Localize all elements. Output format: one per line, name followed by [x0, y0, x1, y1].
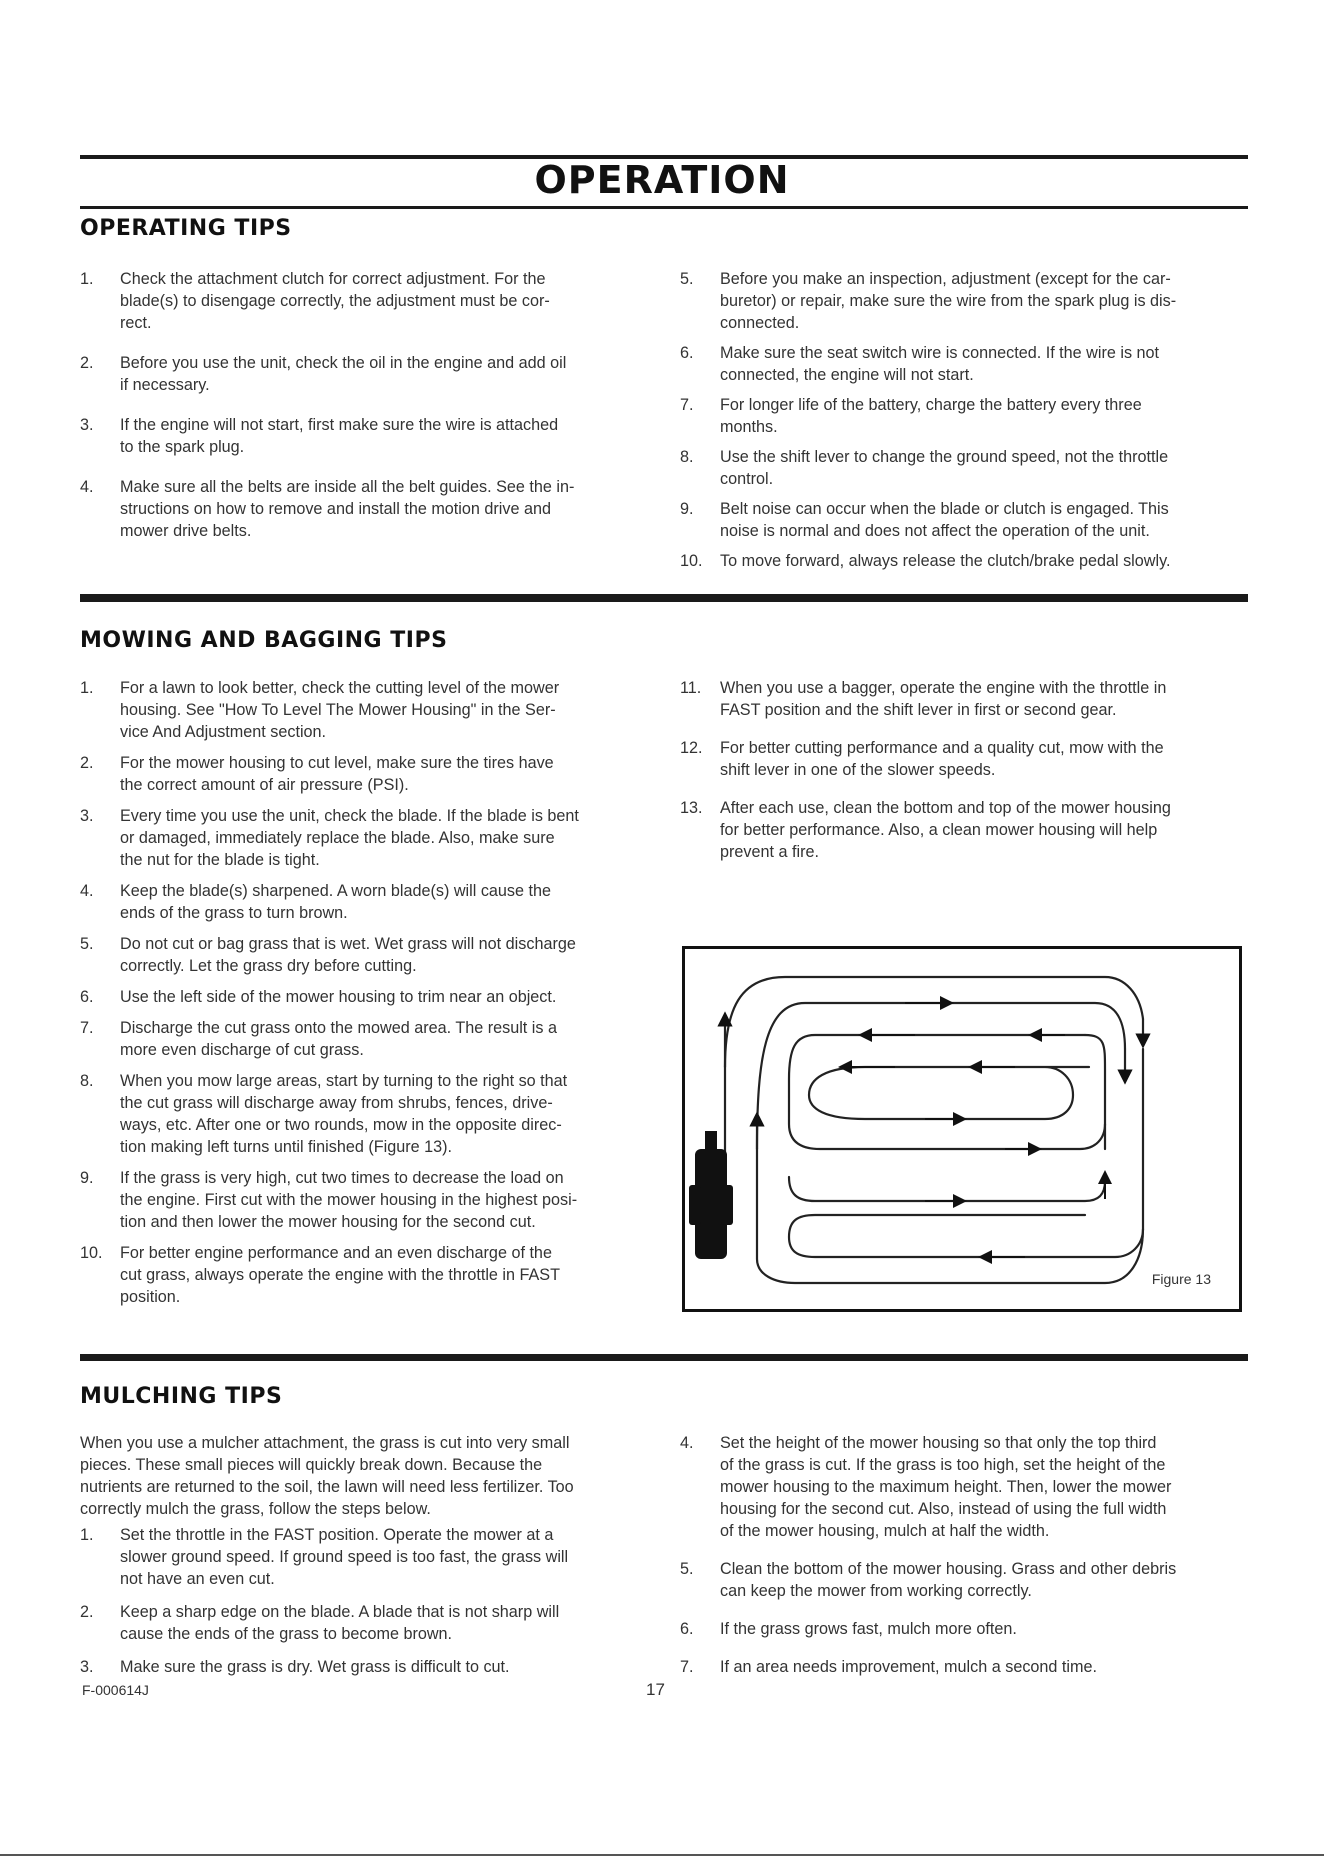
item-number: 5. — [680, 270, 694, 288]
item-line: For better engine performance and an even discharge of the — [120, 1244, 552, 1262]
item-line: to the spark plug. — [120, 438, 245, 456]
list-item — [680, 1432, 1246, 1542]
item-number: 9. — [680, 500, 694, 518]
item-line: Check the attachment clutch for correct adjustment. For the — [120, 270, 546, 288]
list-item — [80, 752, 646, 796]
item-line: shift lever in one of the slower speeds. — [720, 761, 996, 779]
item-number: 9. — [80, 1169, 94, 1187]
item-number: 10. — [80, 1244, 103, 1262]
item-line: more even discharge of cut grass. — [120, 1041, 364, 1059]
item-number: 1. — [80, 1526, 94, 1544]
list-item — [80, 476, 646, 542]
item-number: 13. — [680, 799, 703, 817]
item-number: 12. — [680, 739, 703, 757]
item-line: structions on how to remove and install the motion drive and — [120, 500, 552, 518]
list-item — [80, 1242, 646, 1308]
path-ring-2 — [757, 1003, 1125, 1149]
list-item — [80, 1524, 646, 1590]
title-underline — [80, 206, 1248, 209]
list-item — [680, 550, 1246, 572]
item-line: cause the ends of the grass to become brown. — [120, 1625, 453, 1643]
path-lower-loop — [789, 1177, 1105, 1201]
item-line: cut grass, always operate the engine with the throttle in FAST — [120, 1266, 560, 1284]
item-number: 8. — [680, 448, 694, 466]
item-line: Discharge the cut grass onto the mowed area. The result is a — [120, 1019, 557, 1037]
item-line: When you use a bagger, operate the engine with the throttle in — [720, 679, 1167, 697]
item-number: 8. — [80, 1072, 94, 1090]
item-line: tion and then lower the mower housing for the second cut. — [120, 1213, 536, 1231]
section-divider-2 — [80, 1354, 1248, 1361]
item-number: 1. — [80, 679, 94, 697]
list-item — [80, 352, 646, 396]
list-item — [680, 1558, 1246, 1602]
item-line: correctly. Let the grass dry before cutting. — [120, 957, 417, 975]
list-item — [680, 268, 1246, 334]
item-line: slower ground speed. If ground speed is too fast, the grass will — [120, 1548, 569, 1566]
item-line: Clean the bottom of the mower housing. Grass and other debris — [720, 1560, 1177, 1578]
item-number: 7. — [80, 1019, 94, 1037]
operating-tips-right — [680, 268, 1246, 572]
item-line: the engine. First cut with the mower housing in the highest posi- — [120, 1191, 578, 1209]
item-number: 5. — [80, 935, 94, 953]
item-line: blade(s) to disengage correctly, the adjustment must be cor- — [120, 292, 550, 310]
list-item — [680, 1656, 1246, 1678]
item-number: 6. — [680, 1620, 694, 1638]
section-divider-1 — [80, 594, 1248, 602]
item-line: tion making left turns until finished (Figure 13). — [120, 1138, 453, 1156]
item-line: buretor) or repair, make sure the wire from the spark plug is dis- — [720, 292, 1177, 310]
item-number: 4. — [80, 478, 94, 496]
list-item — [80, 880, 646, 924]
mulching-tips-heading: MULCHING TIPS — [80, 1384, 283, 1409]
item-line: of the grass is cut. If the grass is too high, set the height of the — [720, 1456, 1166, 1474]
item-line: If the grass grows fast, mulch more often. — [720, 1620, 1017, 1638]
item-line: FAST position and the shift lever in first or second gear. — [720, 701, 1117, 719]
mulching-tips-right — [680, 1432, 1246, 1678]
paragraph-line: When you use a mulcher attachment, the grass is cut into very small — [80, 1434, 570, 1452]
item-line: housing. See "How To Level The Mower Housing" in the Ser- — [120, 701, 556, 719]
list-item — [80, 805, 646, 871]
item-line: can keep the mower from working correctly. — [720, 1582, 1032, 1600]
page-bottom-edge — [0, 1854, 1324, 1856]
item-number: 7. — [680, 396, 694, 414]
item-line: rect. — [120, 314, 152, 332]
list-item — [680, 498, 1246, 542]
item-line: Make sure all the belts are inside all the belt guides. See the in- — [120, 478, 575, 496]
item-number: 2. — [80, 754, 94, 772]
item-number: 11. — [680, 679, 702, 697]
item-number: 7. — [680, 1658, 694, 1676]
item-line: the correct amount of air pressure (PSI). — [120, 776, 409, 794]
list-item — [80, 986, 646, 1008]
item-line: To move forward, always release the clutch/brake pedal slowly. — [720, 552, 1171, 570]
item-line: For better cutting performance and a quality cut, mow with the — [720, 739, 1164, 757]
list-item — [680, 394, 1246, 438]
item-line: If an area needs improvement, mulch a second time. — [720, 1658, 1097, 1676]
item-line: Before you use the unit, check the oil in the engine and add oil — [120, 354, 567, 372]
item-line: Keep the blade(s) sharpened. A worn blade(s) will cause the — [120, 882, 552, 900]
list-item — [80, 1167, 646, 1233]
item-line: or damaged, immediately replace the blade. Also, make sure — [120, 829, 555, 847]
item-number: 6. — [80, 988, 94, 1006]
path-ring-3 — [789, 1035, 1105, 1149]
tractor-icon — [689, 1131, 733, 1259]
item-line: prevent a fire. — [720, 843, 819, 861]
item-number: 10. — [680, 552, 703, 570]
item-line: control. — [720, 470, 774, 488]
paragraph-line: correctly mulch the grass, follow the steps below. — [80, 1500, 431, 1518]
item-line: for better performance. Also, a clean mower housing will help — [720, 821, 1158, 839]
operating-tips-left — [80, 268, 646, 542]
mulching-tips-left — [80, 1432, 646, 1678]
mowing-tips-right — [680, 677, 1246, 863]
item-line: Belt noise can occur when the blade or clutch is engaged. This — [720, 500, 1169, 518]
list-item — [680, 1618, 1246, 1640]
operating-tips-heading: OPERATING TIPS — [80, 216, 292, 241]
list-item — [680, 342, 1246, 386]
item-number: 4. — [80, 882, 94, 900]
item-line: noise is normal and does not affect the operation of the unit. — [720, 522, 1150, 540]
item-line: Set the throttle in the FAST position. Operate the mower at a — [120, 1526, 554, 1544]
list-item — [680, 797, 1246, 863]
item-number: 3. — [80, 1658, 94, 1676]
item-line: For a lawn to look better, check the cutting level of the mower — [120, 679, 560, 697]
paragraph-line: nutrients are returned to the soil, the lawn will need less fertilizer. Too — [80, 1478, 574, 1496]
item-line: housing for the second cut. Also, instead of using the full width — [720, 1500, 1167, 1518]
item-line: When you mow large areas, start by turning to the right so that — [120, 1072, 568, 1090]
mowing-pattern-diagram — [685, 949, 1239, 1309]
list-item — [80, 933, 646, 977]
mulching-intro — [80, 1432, 646, 1520]
mowing-tips-left — [80, 677, 646, 1308]
item-number: 6. — [680, 344, 694, 362]
item-line: the nut for the blade is tight. — [120, 851, 320, 869]
mulching-steps-left — [80, 1524, 646, 1678]
item-line: Every time you use the unit, check the blade. If the blade is bent — [120, 807, 579, 825]
item-line: If the grass is very high, cut two times to decrease the load on — [120, 1169, 564, 1187]
item-number: 1. — [80, 270, 94, 288]
item-line: ways, etc. After one or two rounds, mow in the opposite direc- — [120, 1116, 562, 1134]
item-line: For the mower housing to cut level, make sure the tires have — [120, 754, 554, 772]
item-number: 3. — [80, 807, 94, 825]
item-number: 2. — [80, 354, 94, 372]
figure-caption: Figure 13 — [1151, 1271, 1211, 1287]
item-line: Use the left side of the mower housing to trim near an object. — [120, 988, 557, 1006]
item-line: of the mower housing, mulch at half the width. — [720, 1522, 1050, 1540]
item-line: Set the height of the mower housing so that only the top third — [720, 1434, 1157, 1452]
item-number: 5. — [680, 1560, 694, 1578]
list-item — [680, 446, 1246, 490]
item-line: After each use, clean the bottom and top of the mower housing — [720, 799, 1171, 817]
item-line: vice And Adjustment section. — [120, 723, 327, 741]
item-line: not have an even cut. — [120, 1570, 275, 1588]
figure-13 — [682, 946, 1242, 1312]
item-line: Before you make an inspection, adjustment (except for the car- — [720, 270, 1171, 288]
mowing-tips-heading: MOWING AND BAGGING TIPS — [80, 628, 448, 653]
list-item — [80, 1017, 646, 1061]
item-line: If the engine will not start, first make sure the wire is attached — [120, 416, 559, 434]
item-number: 3. — [80, 416, 94, 434]
item-line: Do not cut or bag grass that is wet. Wet grass will not discharge — [120, 935, 576, 953]
list-item — [80, 1070, 646, 1158]
item-line: months. — [720, 418, 778, 436]
paragraph-line: pieces. These small pieces will quickly break down. Because the — [80, 1456, 543, 1474]
path-inner-loop — [809, 1067, 1089, 1119]
item-number: 2. — [80, 1603, 94, 1621]
item-line: if necessary. — [120, 376, 210, 394]
item-line: Use the shift lever to change the ground speed, not the throttle — [720, 448, 1169, 466]
item-line: connected, the engine will not start. — [720, 366, 974, 384]
page-number: 17 — [646, 1680, 665, 1699]
item-line: the cut grass will discharge away from shrubs, fences, drive- — [120, 1094, 553, 1112]
item-line: mower drive belts. — [120, 522, 252, 540]
list-item — [680, 737, 1246, 781]
item-line: Make sure the seat switch wire is connected. If the wire is not — [720, 344, 1160, 362]
outer-path-top — [725, 977, 1143, 1067]
item-line: position. — [120, 1288, 181, 1306]
item-line: Keep a sharp edge on the blade. A blade that is not sharp will — [120, 1603, 560, 1621]
list-item — [80, 1656, 646, 1678]
item-line: connected. — [720, 314, 800, 332]
list-item — [80, 268, 646, 334]
item-line: For longer life of the battery, charge the battery every three — [720, 396, 1142, 414]
item-line: ends of the grass to turn brown. — [120, 904, 348, 922]
list-item — [680, 677, 1246, 721]
item-number: 4. — [680, 1434, 694, 1452]
list-item — [80, 414, 646, 458]
document-code: F-000614J — [82, 1682, 149, 1698]
list-item — [80, 677, 646, 743]
list-item — [80, 1601, 646, 1645]
page-title: OPERATION — [534, 158, 790, 202]
item-line: Make sure the grass is dry. Wet grass is difficult to cut. — [120, 1658, 510, 1676]
item-line: mower housing to the maximum height. Then, lower the mower — [720, 1478, 1172, 1496]
